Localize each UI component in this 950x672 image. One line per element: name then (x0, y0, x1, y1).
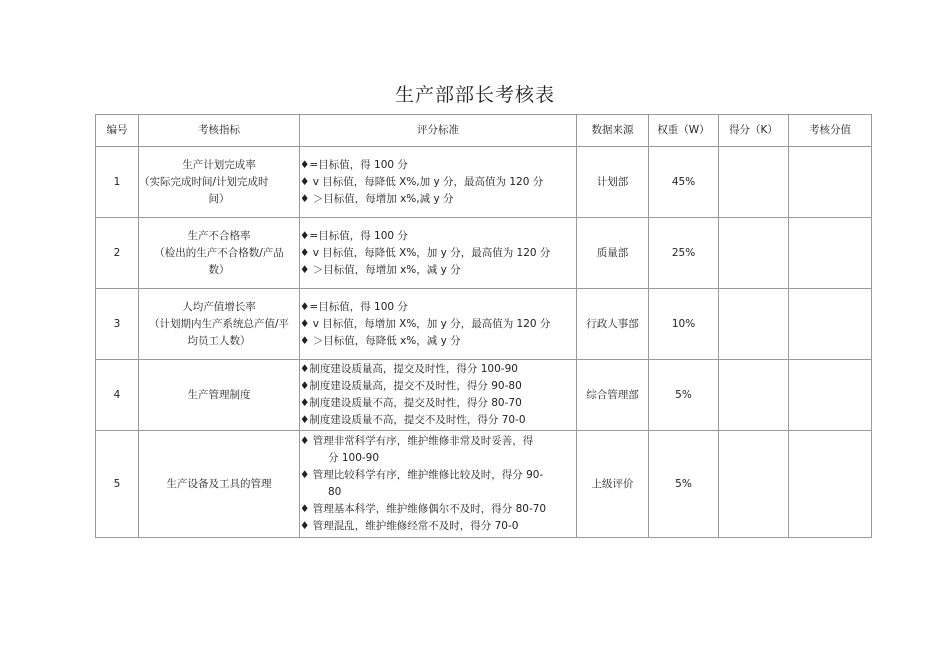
indicator-line: 生产计划完成率 (182, 158, 256, 171)
criteria-line: 80 (328, 486, 342, 498)
data-source: 行政人事部 (577, 289, 649, 360)
indicator-line: 间） (208, 192, 230, 205)
header-assessment-value: 考核分值 (789, 115, 872, 147)
criteria-line: ♦ v 目标值，每降低 X%,加 y 分，最高值为 120 分 (300, 175, 544, 188)
criteria-cell (300, 218, 577, 289)
criteria-line: ♦ 管理混乱，维护维修经常不及时，得分 70-0 (300, 520, 519, 532)
weight-value: 45% (649, 147, 719, 218)
weight-value: 10% (649, 289, 719, 360)
criteria-line: ♦ 管理比较科学有序，维护维修比较及时，得分 90- (300, 469, 544, 481)
weight-value: 5% (649, 360, 719, 431)
indicator-line: 人均产值增长率 (182, 300, 256, 313)
row-number: 3 (96, 289, 139, 360)
indicator-cell (139, 218, 300, 289)
criteria-line: ♦=目标值，得 100 分 (300, 229, 408, 242)
criteria-cell (300, 360, 577, 431)
assessment-value-cell[interactable] (789, 218, 872, 289)
data-source: 质量部 (577, 218, 649, 289)
table-row (96, 147, 872, 218)
header-source: 数据来源 (577, 115, 649, 147)
table-row (96, 289, 872, 360)
header-criteria: 评分标准 (300, 115, 577, 147)
table-row (96, 360, 872, 431)
criteria-cell (300, 289, 577, 360)
criteria-line: ♦ ＞目标值，每降低 x%，减 y 分 (300, 334, 461, 347)
criteria-line: ♦ v 目标值，每降低 X%，加 y 分，最高值为 120 分 (300, 246, 551, 259)
score-cell[interactable] (719, 218, 789, 289)
data-source: 综合管理部 (577, 360, 649, 431)
data-source: 计划部 (577, 147, 649, 218)
assessment-table (95, 114, 872, 538)
row-number: 1 (96, 147, 139, 218)
score-cell[interactable] (719, 431, 789, 538)
criteria-line: ♦ ＞目标值，每增加 x%，减 y 分 (300, 263, 461, 276)
assessment-value-cell[interactable] (789, 431, 872, 538)
indicator-line: 数） (208, 263, 230, 276)
header-no: 编号 (96, 115, 139, 147)
indicator-line: 生产不合格率 (187, 229, 251, 242)
assessment-value-cell[interactable] (789, 289, 872, 360)
indicator-cell (139, 360, 300, 431)
indicator-cell (139, 289, 300, 360)
criteria-cell (300, 147, 577, 218)
indicator-cell (139, 431, 300, 538)
indicator-line: 生产管理制度 (187, 388, 251, 401)
criteria-line: ♦ 管理非常科学有序，维护维修非常及时妥善，得 (300, 435, 534, 447)
indicator-line: （实际完成时间/计划完成时 (139, 175, 269, 188)
row-number: 5 (96, 431, 139, 538)
criteria-line: ♦=目标值，得 100 分 (300, 300, 408, 313)
page-title: 生产部部长考核表 (394, 84, 555, 106)
assessment-value-cell[interactable] (789, 360, 872, 431)
data-source: 上级评价 (577, 431, 649, 538)
indicator-line: （检出的生产不合格数/产品 (154, 246, 284, 259)
criteria-line: ♦ 管理基本科学，维护维修偶尔不及时，得分 80-70 (300, 503, 547, 515)
row-number: 2 (96, 218, 139, 289)
score-cell[interactable] (719, 289, 789, 360)
criteria-line: ♦ ＞目标值，每增加 x%,减 y 分 (300, 192, 454, 205)
criteria-line: ♦ v 目标值，每增加 X%，加 y 分，最高值为 120 分 (300, 317, 551, 330)
indicator-cell (139, 147, 300, 218)
indicator-line: 生产设备及工具的管理 (166, 477, 272, 490)
assessment-value-cell[interactable] (789, 147, 872, 218)
criteria-line: ♦=目标值，得 100 分 (300, 158, 408, 171)
weight-value: 25% (649, 218, 719, 289)
score-cell[interactable] (719, 360, 789, 431)
table-row (96, 218, 872, 289)
criteria-line: ♦制度建设质量高，提交及时性，得分 100-90 (300, 363, 518, 375)
table-header-row (96, 115, 872, 147)
criteria-line: ♦制度建设质量高，提交不及时性，得分 90-80 (300, 380, 522, 392)
indicator-line: 均员工人数） (187, 334, 251, 347)
table-row (96, 431, 872, 538)
criteria-line: 分 100-90 (328, 452, 380, 464)
indicator-line: （计划期内生产系统总产值/平 (148, 317, 290, 330)
criteria-cell (300, 431, 577, 538)
criteria-line: ♦制度建设质量不高，提交不及时性，得分 70-0 (300, 414, 526, 426)
criteria-line: ♦制度建设质量不高，提交及时性，得分 80-70 (300, 397, 522, 409)
score-cell[interactable] (719, 147, 789, 218)
weight-value: 5% (649, 431, 719, 538)
header-indicator: 考核指标 (139, 115, 300, 147)
header-weight: 权重（W） (649, 115, 719, 147)
row-number: 4 (96, 360, 139, 431)
header-score: 得分（K） (719, 115, 789, 147)
